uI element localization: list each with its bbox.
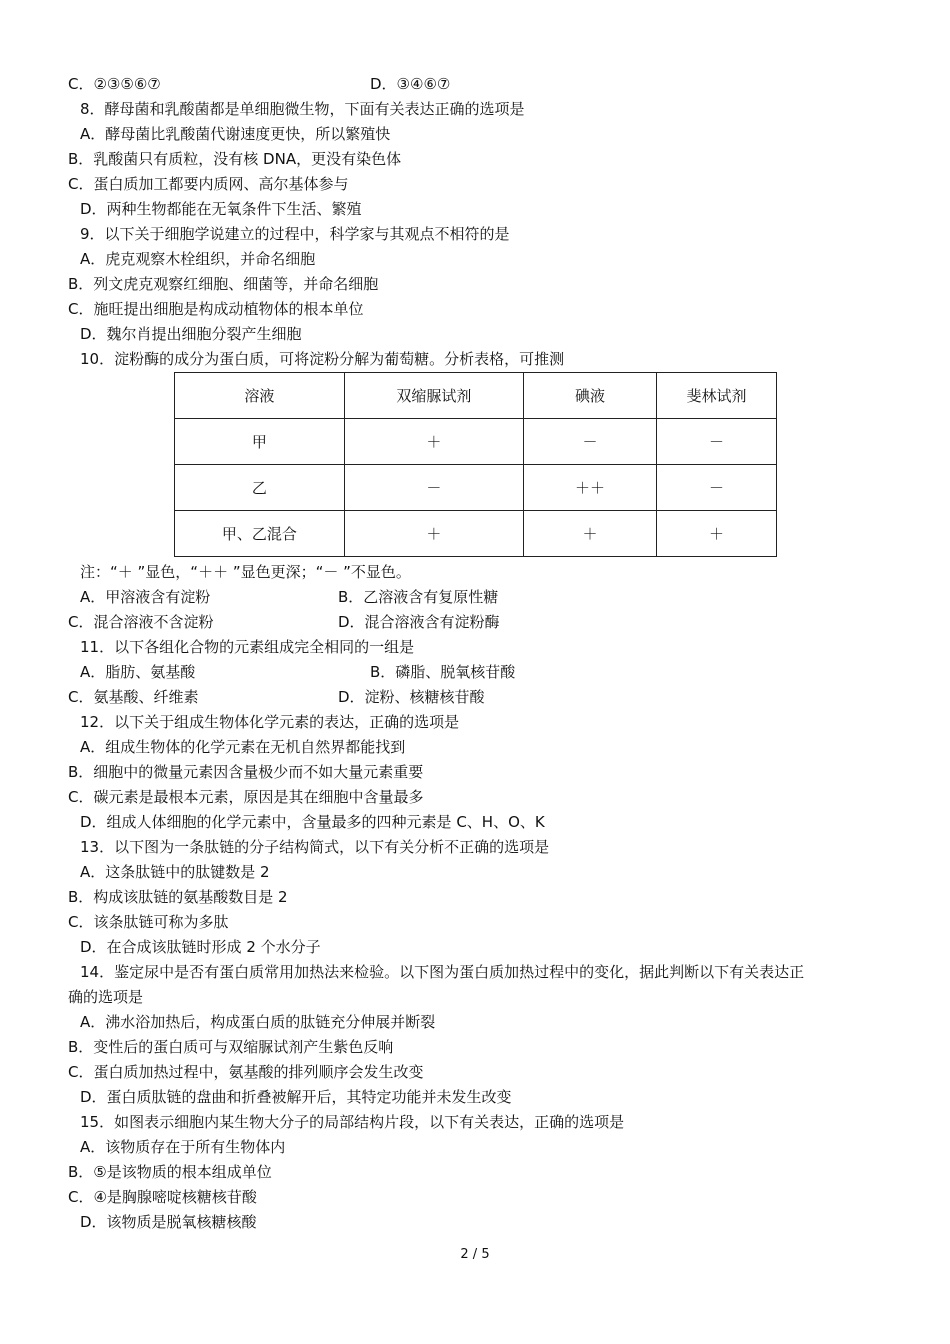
question-9: 9．以下关于细胞学说建立的过程中，科学家与其观点不相符的是 <box>80 225 510 243</box>
question-14-option-c: C．蛋白质加热过程中，氨基酸的排列顺序会发生改变 <box>68 1063 424 1081</box>
question-14: 14．鉴定尿中是否有蛋白质常用加热法来检验。以下图为蛋白质加热过程中的变化，据此判断以下有关表达正 <box>80 963 805 981</box>
table-header-cell: 碘液 <box>524 373 657 419</box>
question-13-option-a: A．这条肽链中的肽键数是 2 <box>80 863 270 881</box>
question-15-option-c: C．④是胸腺嘧啶核糖核苷酸 <box>68 1188 257 1206</box>
question-12-option-b: B．细胞中的微量元素因含量极少而不如大量元素重要 <box>68 763 424 781</box>
table-cell: ＋ <box>344 511 523 557</box>
question-11-option-b: B．磷脂、脱氧核苷酸 <box>370 663 516 681</box>
question-12-option-a: A．组成生物体的化学元素在无机自然界都能找到 <box>80 738 406 756</box>
table-row <box>175 419 777 465</box>
question-14-continued: 确的选项是 <box>68 988 144 1006</box>
question-9-option-a: A．虎克观察木栓组织，并命名细胞 <box>80 250 316 268</box>
table-header-cell: 双缩脲试剂 <box>344 373 523 419</box>
question-14-option-b: B．变性后的蛋白质可与双缩脲试剂产生紫色反响 <box>68 1038 394 1056</box>
question-12: 12．以下关于组成生物体化学元素的表达，正确的选项是 <box>80 713 460 731</box>
question-15: 15．如图表示细胞内某生物大分子的局部结构片段，以下有关表达，正确的选项是 <box>80 1113 625 1131</box>
table-header-row <box>175 373 777 419</box>
question-15-option-d: D．该物质是脱氧核糖核酸 <box>80 1213 257 1231</box>
table-row <box>175 465 777 511</box>
question-9-option-d: D．魏尔肖提出细胞分裂产生细胞 <box>80 325 302 343</box>
question-11-option-d: D．淀粉、核糖核苷酸 <box>338 688 485 706</box>
question-10: 10．淀粉酶的成分为蛋白质，可将淀粉分解为葡萄糖。分析表格，可推测 <box>80 350 565 368</box>
question-12-option-c: C．碳元素是最根本元素，原因是其在细胞中含量最多 <box>68 788 424 806</box>
question-8-option-c: C．蛋白质加工都要内质网、高尔基体参与 <box>68 175 349 193</box>
question-8-option-b: B．乳酸菌只有质粒，没有核 DNA，更没有染色体 <box>68 150 402 168</box>
question-10-option-c: C．混合溶液不含淀粉 <box>68 613 214 631</box>
option-c-line: C．②③⑤⑥⑦ <box>68 75 161 93</box>
table-cell: 甲 <box>175 419 345 465</box>
question-13-option-d: D．在合成该肽链时形成 2 个水分子 <box>80 938 321 956</box>
reagent-table <box>174 372 777 557</box>
table-note: 注：“＋ ”显色，“＋＋ ”显色更深；“－ ”不显色。 <box>80 563 411 581</box>
question-12-option-d: D．组成人体细胞的化学元素中，含量最多的四种元素是 C、H、O、K <box>80 813 545 831</box>
table-cell: ＋＋ <box>524 465 657 511</box>
question-11: 11．以下各组化合物的元素组成完全相同的一组是 <box>80 638 415 656</box>
question-11-option-c: C．氨基酸、纤维素 <box>68 688 199 706</box>
question-14-option-d: D．蛋白质肽链的盘曲和折叠被解开后，其特定功能并未发生改变 <box>80 1088 512 1106</box>
table-cell: － <box>656 465 776 511</box>
question-10-option-b: B．乙溶液含有复原性糖 <box>338 588 499 606</box>
question-13-option-b: B．构成该肽链的氨基酸数目是 2 <box>68 888 288 906</box>
question-10-option-a: A．甲溶液含有淀粉 <box>80 588 211 606</box>
table-cell: － <box>656 419 776 465</box>
table-cell: 甲、乙混合 <box>175 511 345 557</box>
question-8: 8．酵母菌和乳酸菌都是单细胞微生物，下面有关表达正确的选项是 <box>80 100 525 118</box>
table-row <box>175 511 777 557</box>
question-11-option-a: A．脂肪、氨基酸 <box>80 663 196 681</box>
question-8-option-a: A．酵母菌比乳酸菌代谢速度更快，所以繁殖快 <box>80 125 391 143</box>
table-header-cell: 斐林试剂 <box>656 373 776 419</box>
table-header-cell: 溶液 <box>175 373 345 419</box>
question-10-option-d: D．混合溶液含有淀粉酶 <box>338 613 500 631</box>
question-8-option-d: D．两种生物都能在无氧条件下生活、繁殖 <box>80 200 362 218</box>
question-9-option-c: C．施旺提出细胞是构成动植物体的根本单位 <box>68 300 364 318</box>
question-13-option-c: C．该条肽链可称为多肽 <box>68 913 229 931</box>
question-9-option-b: B．列文虎克观察红细胞、细菌等，并命名细胞 <box>68 275 379 293</box>
table-cell: ＋ <box>344 419 523 465</box>
question-14-option-a: A．沸水浴加热后，构成蛋白质的肽链充分伸展并断裂 <box>80 1013 436 1031</box>
question-13: 13．以下图为一条肽链的分子结构简式，以下有关分析不正确的选项是 <box>80 838 550 856</box>
option-d-line: D．③④⑥⑦ <box>370 75 451 93</box>
table-cell: ＋ <box>524 511 657 557</box>
table-cell: ＋ <box>656 511 776 557</box>
table-cell: 乙 <box>175 465 345 511</box>
table-cell: － <box>524 419 657 465</box>
question-15-option-b: B．⑤是该物质的根本组成单位 <box>68 1163 272 1181</box>
question-15-option-a: A．该物质存在于所有生物体内 <box>80 1138 286 1156</box>
table-cell: － <box>344 465 523 511</box>
page-number: 2 / 5 <box>460 1247 490 1262</box>
